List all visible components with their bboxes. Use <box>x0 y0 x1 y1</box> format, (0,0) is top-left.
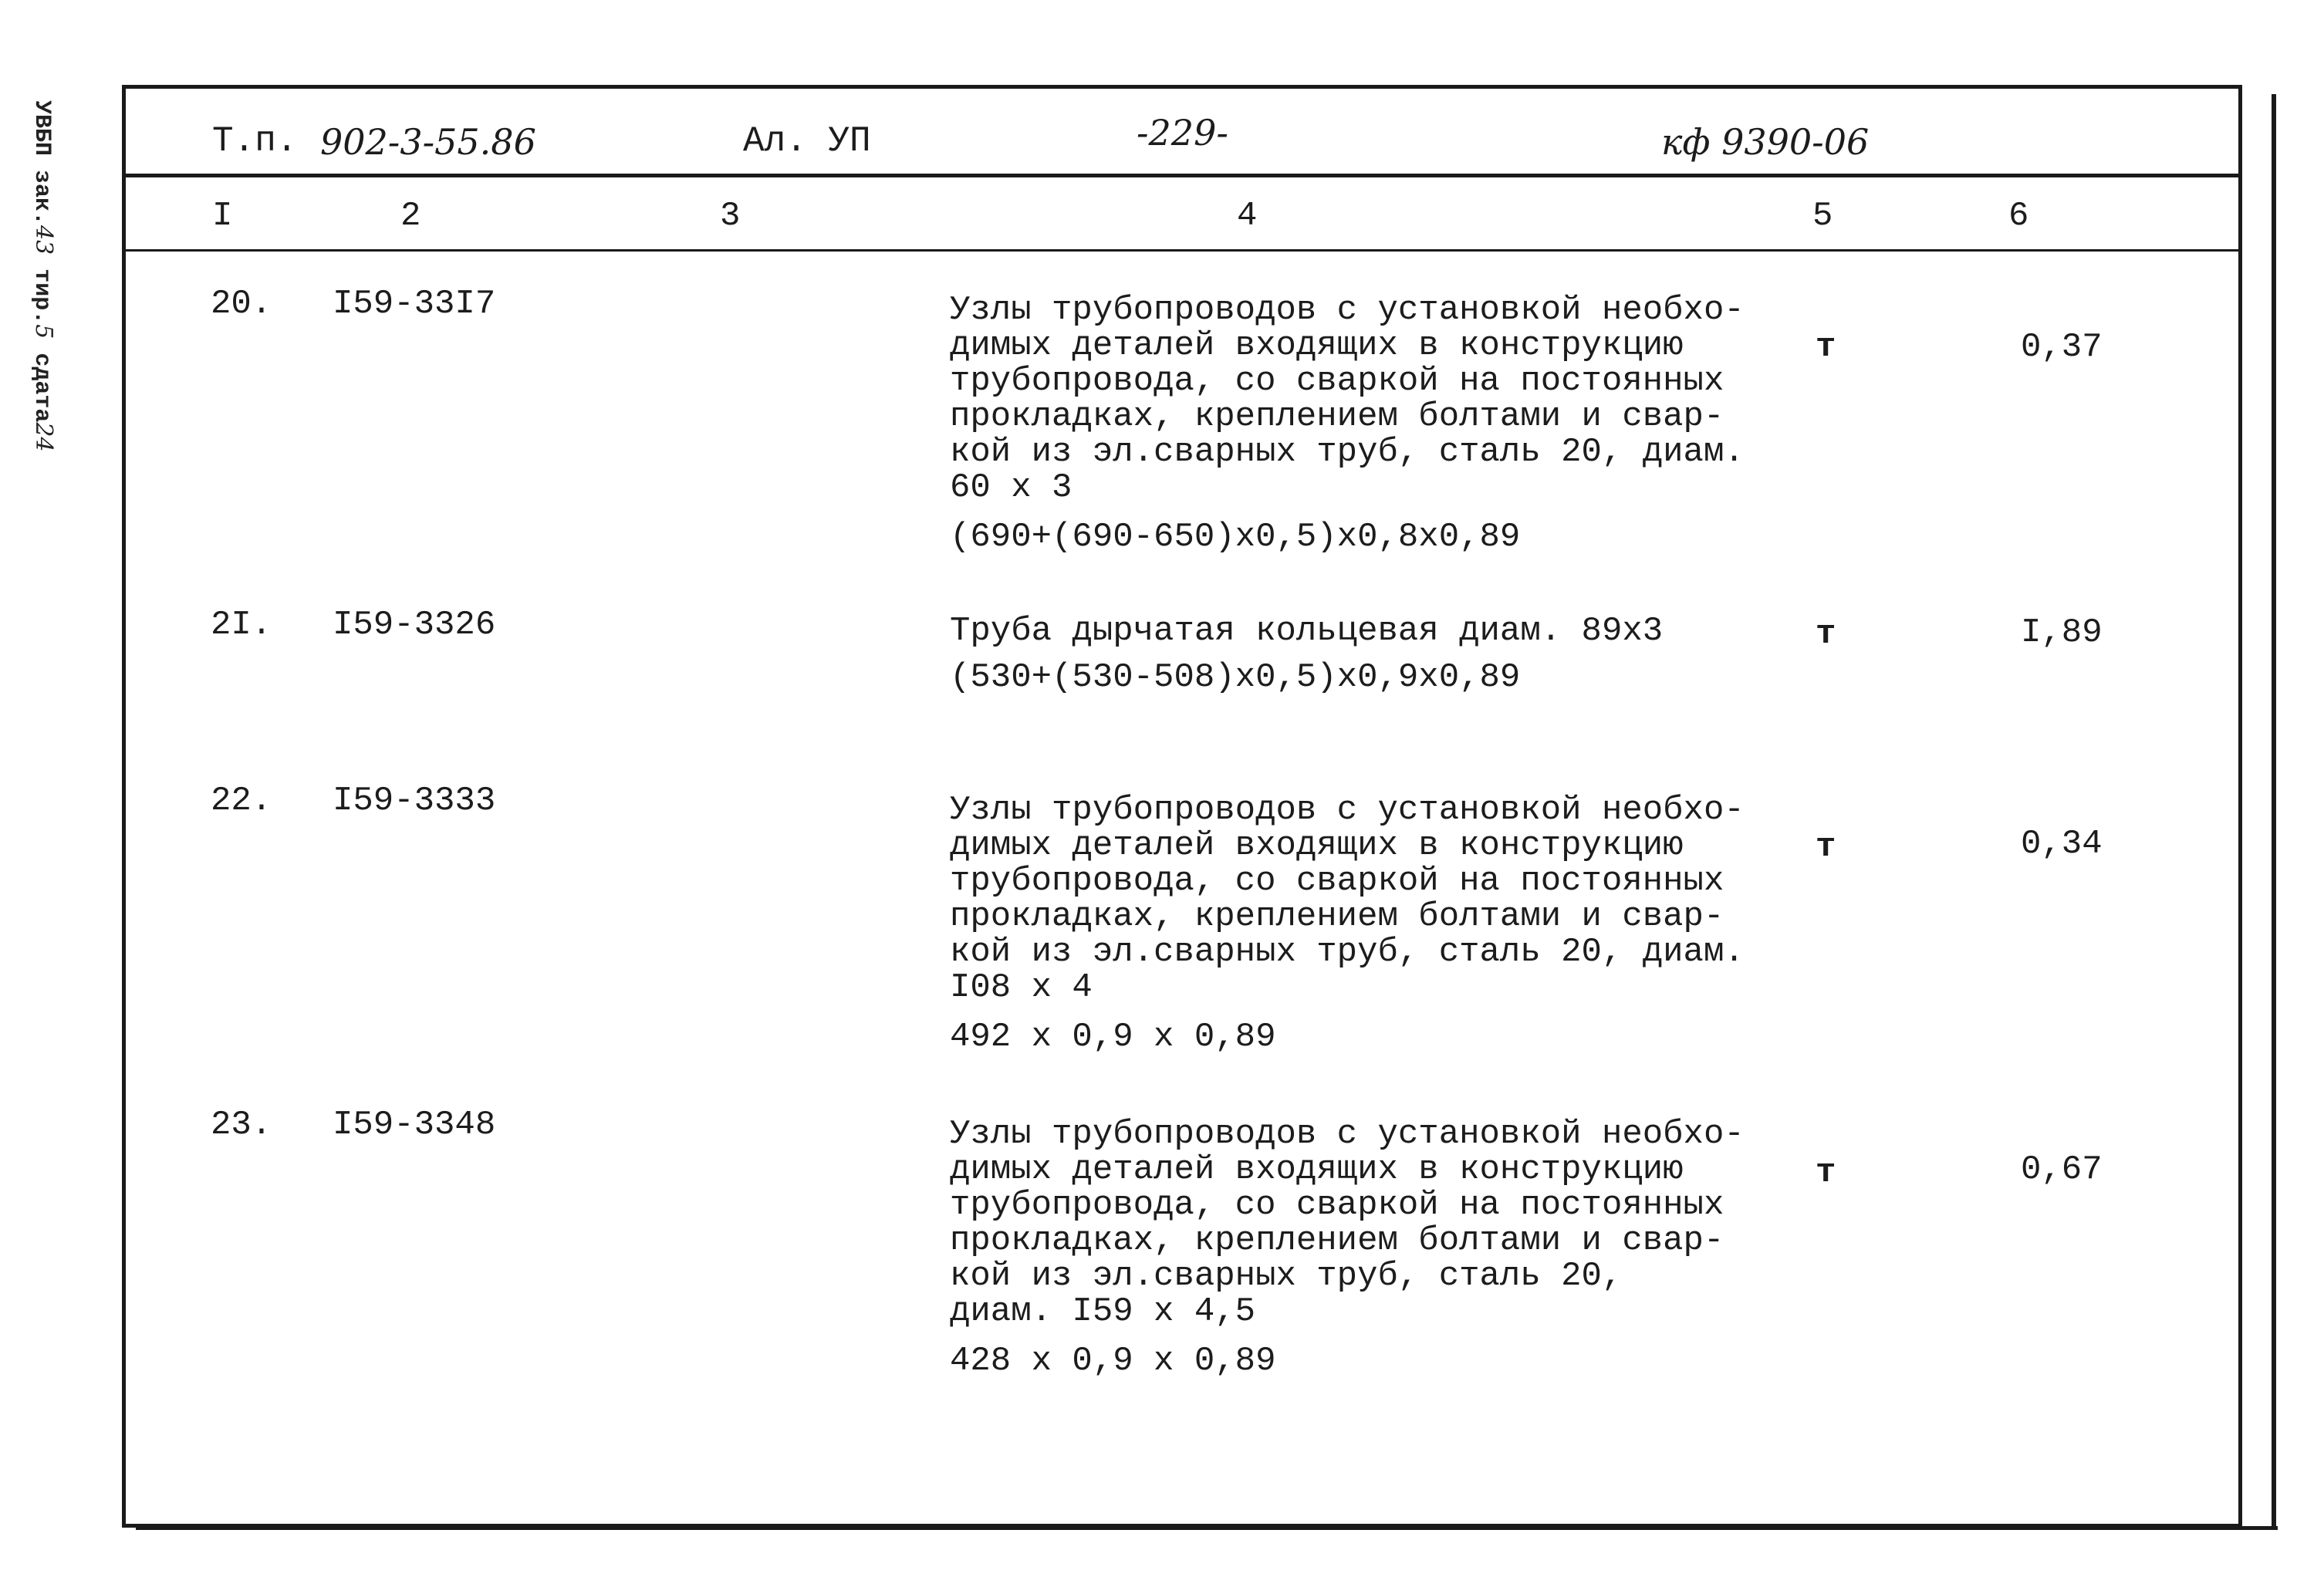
column-number-6: 6 <box>2008 197 2029 235</box>
column-number-3: 3 <box>720 197 741 235</box>
description-line: трубопровода, со сваркой на постоянных <box>950 362 1724 400</box>
description-line: кой из эл.сварных труб, сталь 20, <box>950 1257 1623 1295</box>
description-line: кой из эл.сварных труб, сталь 20, диам. <box>950 933 1745 971</box>
row-code: I59-3348 <box>333 1106 496 1144</box>
description-line: прокладках, креплением болтами и свар- <box>950 897 1724 936</box>
row-description <box>950 292 1876 555</box>
row-formula: 428 х 0,9 х 0,89 <box>950 1342 1276 1380</box>
row-description <box>950 613 1876 695</box>
column-number-2: 2 <box>400 197 421 235</box>
row-number: 22. <box>211 782 272 820</box>
row-number: 20. <box>211 285 272 323</box>
row-description <box>950 1116 1876 1379</box>
header-tp-number: 902-3-55.86 <box>320 121 536 163</box>
row-code: I59-3333 <box>333 782 496 820</box>
row-number: 2I. <box>211 606 272 644</box>
description-line: Узлы трубопроводов с установкой необхо- <box>950 291 1745 329</box>
margin-org: УВБП <box>29 100 55 157</box>
description-line: I08 х 4 <box>950 968 1093 1007</box>
description-line: димых деталей входящих в конструкцию <box>950 326 1684 365</box>
margin-copies-label: тир. <box>29 268 55 325</box>
description-line: димых деталей входящих в конструкцию <box>950 826 1684 865</box>
margin-date-value: 24 <box>30 422 57 452</box>
sheet-shadow-right <box>2272 94 2276 1526</box>
header-document-code: кф 9390-06 <box>1661 121 1870 163</box>
row-unit: т <box>1816 615 1836 653</box>
description-line: димых деталей входящих в конструкцию <box>950 1150 1684 1189</box>
description-line: Узлы трубопроводов с установкой необхо- <box>950 791 1745 829</box>
header-rule <box>126 174 2238 177</box>
row-value: I,89 <box>2021 613 2103 652</box>
row-formula: 492 х 0,9 х 0,89 <box>950 1018 1276 1056</box>
document-sheet <box>122 85 2242 1528</box>
description-line: кой из эл.сварных труб, сталь 20, диам. <box>950 433 1745 471</box>
row-unit: т <box>1816 828 1836 866</box>
row-code: I59-3326 <box>333 606 496 644</box>
column-number-5: 5 <box>1812 197 1833 235</box>
row-value: 0,37 <box>2021 328 2103 366</box>
sheet-shadow-bottom <box>136 1520 2278 1530</box>
row-code: I59-33I7 <box>333 285 496 323</box>
header-page-number: -229- <box>1137 112 1228 154</box>
row-formula: (530+(530-508)х0,5)х0,9х0,89 <box>950 658 1521 697</box>
description-line: Труба дырчатая кольцевая диам. 89х3 <box>950 612 1664 650</box>
row-value: 0,34 <box>2021 825 2103 863</box>
header-tp-label: Т.п. <box>212 121 298 161</box>
margin-order-label: зак. <box>29 170 55 226</box>
row-unit: т <box>1816 328 1836 366</box>
description-line: Узлы трубопроводов с установкой необхо- <box>950 1115 1745 1153</box>
description-line: прокладках, креплением болтами и свар- <box>950 397 1724 436</box>
row-unit: т <box>1816 1153 1836 1192</box>
row-description <box>950 792 1876 1055</box>
margin-stamp <box>29 100 57 452</box>
description-line: трубопровода, со сваркой на постоянных <box>950 1186 1724 1224</box>
row-value: 0,67 <box>2021 1150 2103 1189</box>
description-line: прокладках, креплением болтами и свар- <box>950 1221 1724 1260</box>
description-line: диам. I59 х 4,5 <box>950 1292 1256 1331</box>
description-line: 60 х 3 <box>950 468 1072 507</box>
margin-date-label: сдата <box>29 353 55 423</box>
header-album: Ал. УП <box>743 121 871 161</box>
row-formula: (690+(690-650)х0,5)х0,8х0,89 <box>950 518 1521 556</box>
margin-copies-number: 5 <box>30 324 57 339</box>
column-number-4: 4 <box>1237 197 1258 235</box>
margin-order-number: 43 <box>30 225 57 255</box>
description-line: трубопровода, со сваркой на постоянных <box>950 862 1724 900</box>
column-number-1: I <box>212 197 233 235</box>
row-number: 23. <box>211 1106 272 1144</box>
column-header-rule <box>126 249 2238 252</box>
